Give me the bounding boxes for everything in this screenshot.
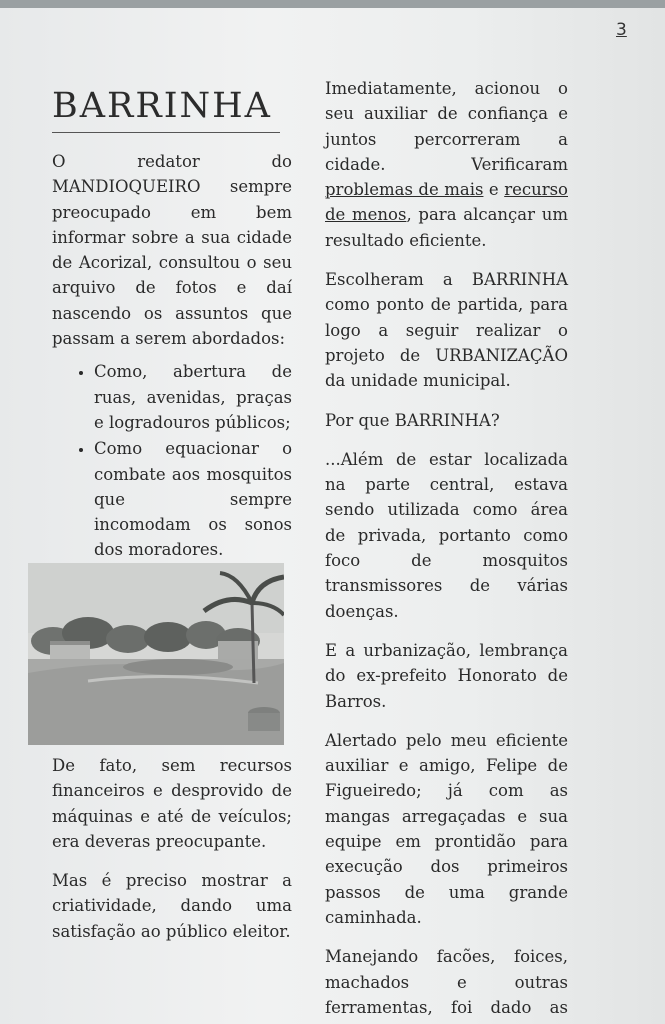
article-title: BARRINHA — [52, 86, 280, 133]
paragraph-immediately — [325, 76, 568, 253]
topics-list — [52, 359, 292, 562]
paragraph-resources: De fato, sem recursos financeiros e desprovido de máquinas e até de veículos; era deveras preocupante. — [52, 756, 292, 851]
paragraph-question: Por que BARRINHA? — [325, 410, 500, 430]
left-column-bottom — [52, 753, 292, 944]
paragraph-chose: Escolheram a BARRINHA como ponto de partida, para logo a seguir realizar o projeto de URBANIZAÇÃO da unidade municipal. — [325, 270, 568, 391]
underlined-text: recurso de menos — [325, 180, 568, 225]
right-column — [325, 76, 568, 1020]
text-segment: , para alcançar um resultado eficiente. — [325, 205, 568, 250]
text-segment: e — [483, 180, 505, 200]
paragraph-tools: Manejando facões, foices, machados e outras ferramentas, foi dado as — [325, 947, 568, 1017]
paragraph-alerted: Alertado pelo meu eficiente auxiliar e amigo, Felipe de Figueiredo; já com as mangas arregaçadas e sua equipe em prontidão para execução dos primeiros passos de uma grande caminhada. — [325, 730, 568, 927]
page-number: 3 — [616, 20, 627, 40]
left-column — [52, 86, 292, 564]
underlined-text: problemas de mais — [325, 180, 484, 200]
paragraph-creativity: Mas é preciso mostrar a criatividade, dando uma satisfação ao público eleitor. — [52, 871, 292, 941]
paragraph-former-mayor: E a urbanização, lembrança do ex-prefeito Honorato de Barros. — [325, 640, 568, 711]
square-photo — [28, 563, 284, 745]
list-item: • Como equacionar o combate aos mosquitos que sempre incomodam os sonos dos moradores. — [94, 436, 292, 562]
text-segment: Imediatamente, acionou o seu auxiliar de confiança e juntos percorreram a cidade. Verificaram — [325, 79, 568, 174]
plaza-photo-illustration — [28, 563, 284, 745]
paragraph-location: ...Além de estar localizada na parte central, estava sendo utilizada como área de privada, portanto como foco de mosquitos transmissores de várias doenças. — [325, 449, 568, 621]
newspaper-page — [0, 8, 665, 1024]
list-item: • Como, abertura de ruas, avenidas, praças e logradouros públicos; — [94, 359, 292, 435]
intro-paragraph: O redator do MANDIOQUEIRO sempre preocupado em bem informar sobre a sua cidade de Acorizal, consultou o seu arquivo de fotos e daí nascendo os assuntos que passam a serem abordados: — [52, 152, 292, 349]
